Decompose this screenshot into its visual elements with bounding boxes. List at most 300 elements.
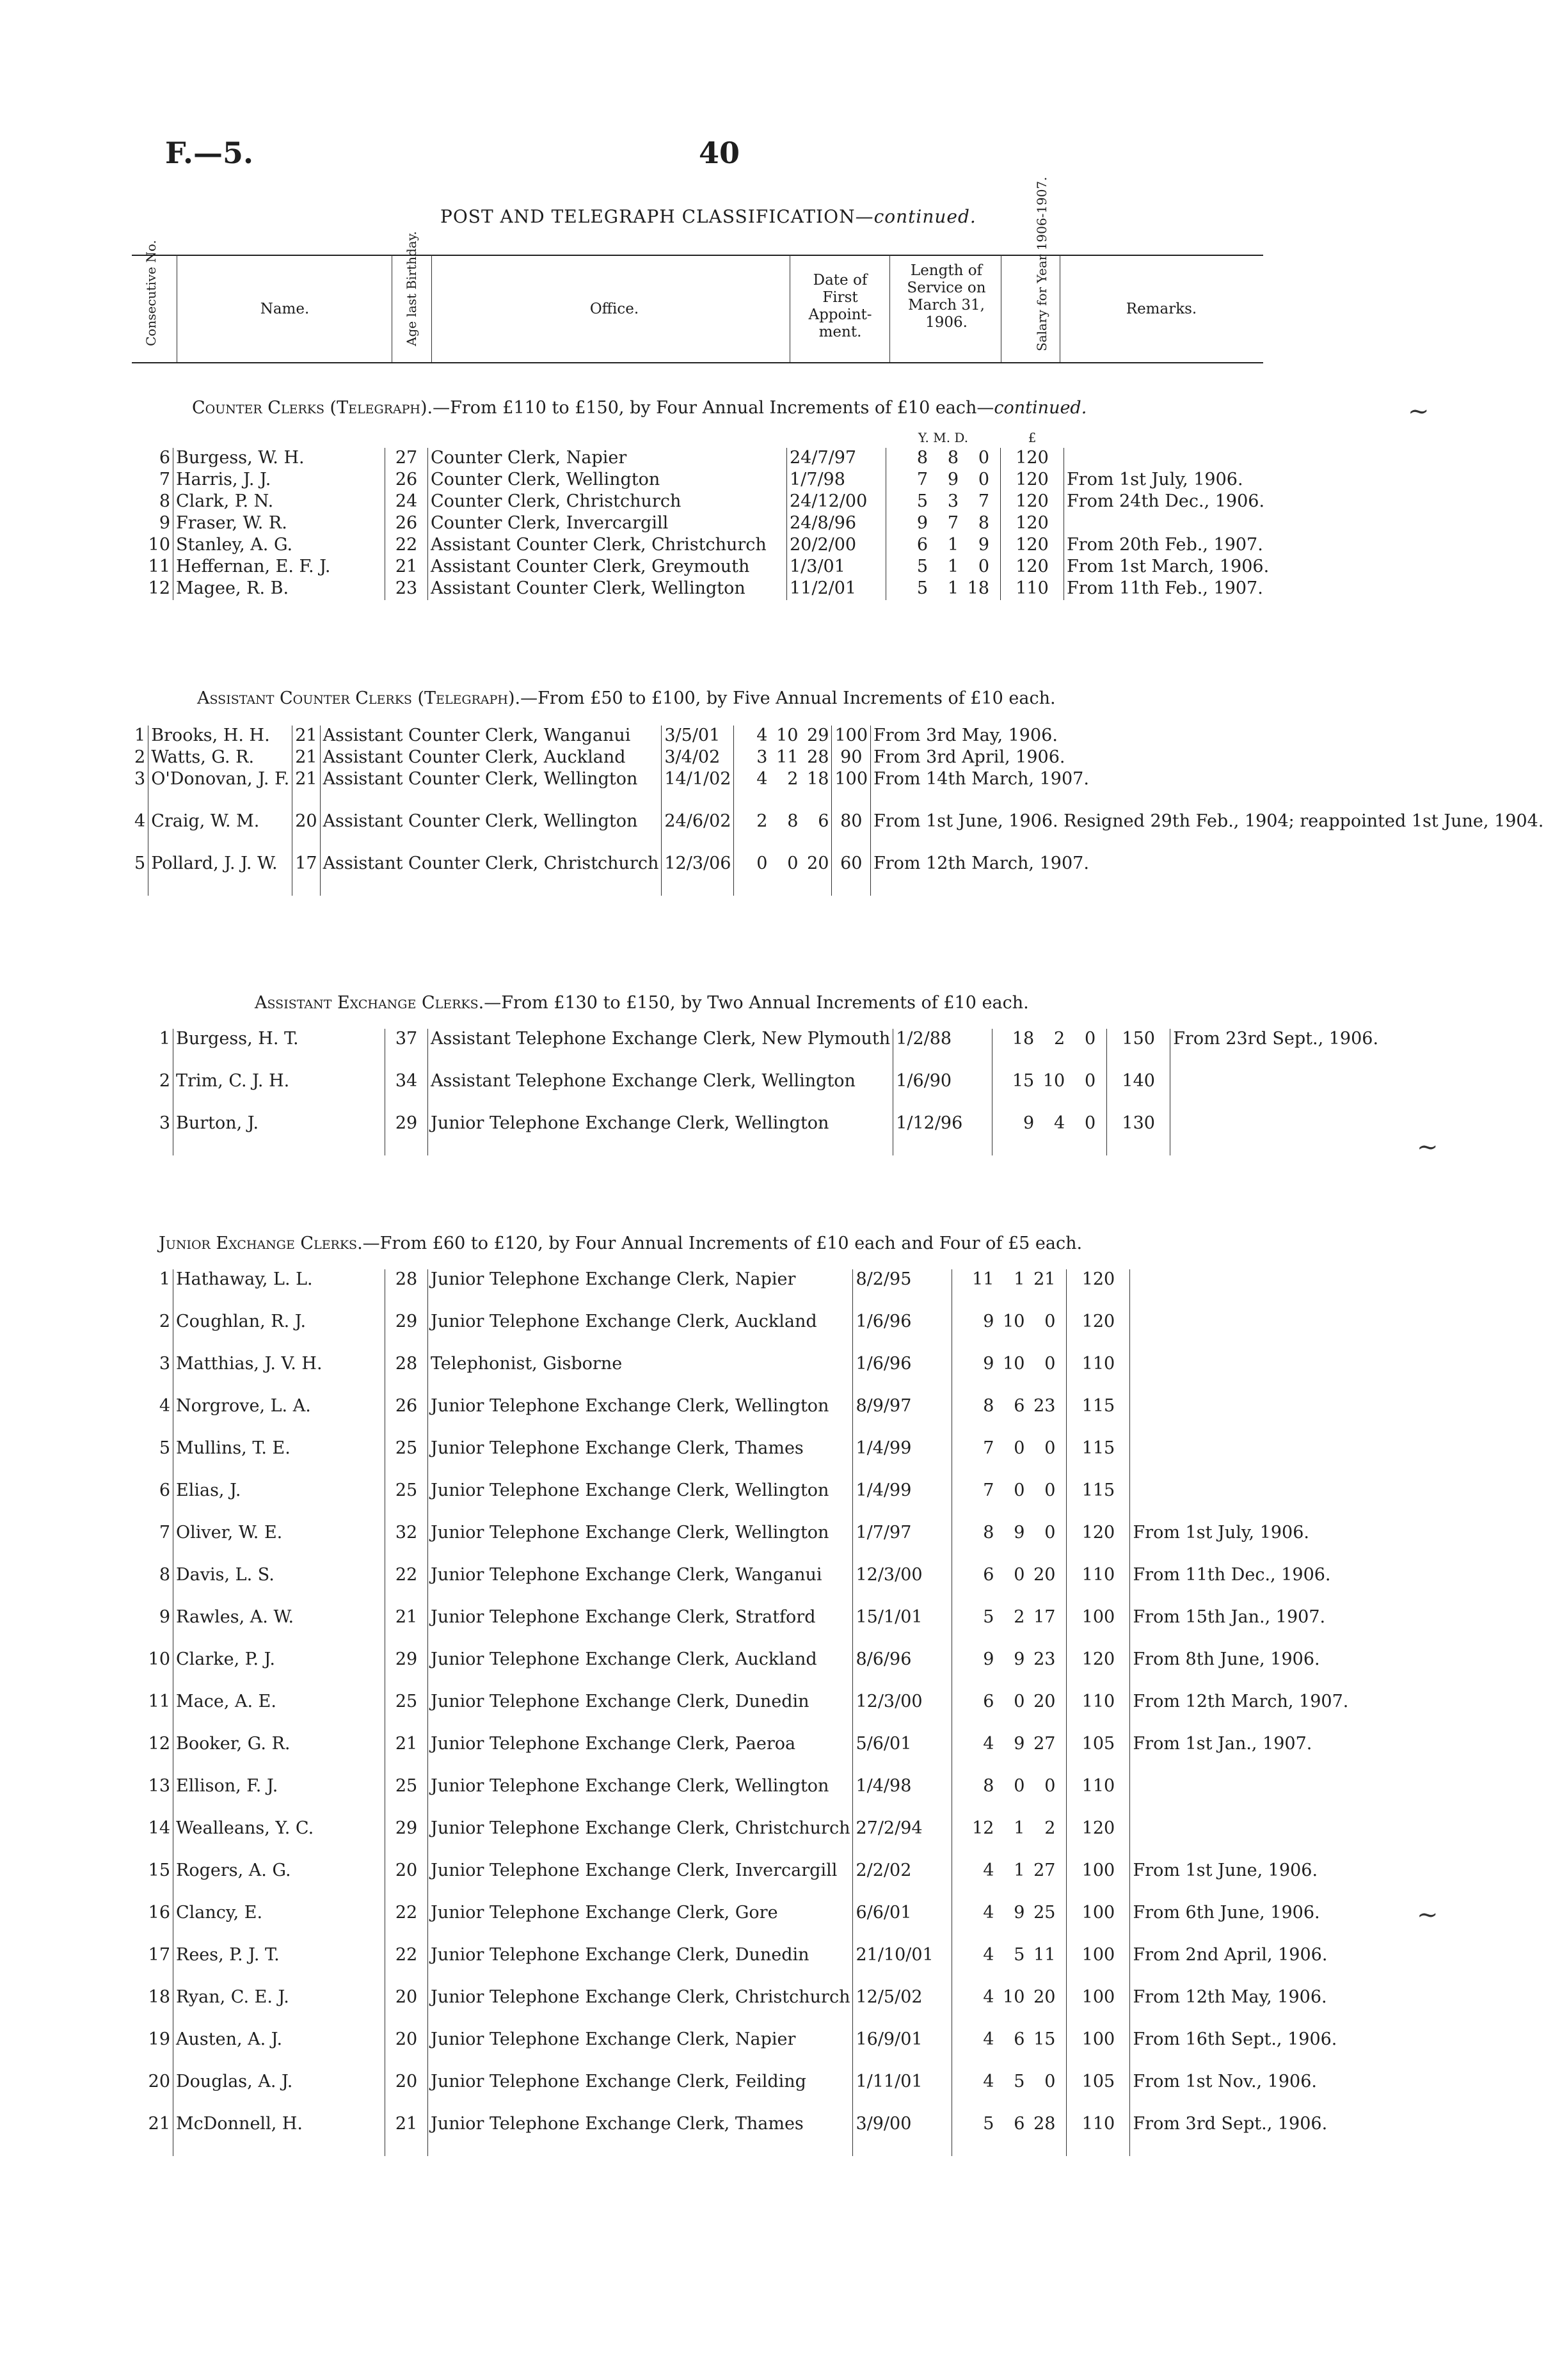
service-length bbox=[952, 2114, 1067, 2156]
remarks bbox=[1064, 448, 1326, 470]
row-number: 20 bbox=[148, 2072, 170, 2091]
service-days: 0 bbox=[978, 448, 989, 468]
appointment-date: 1/6/96 bbox=[853, 1312, 952, 1354]
service-days: 6 bbox=[818, 811, 829, 831]
salary: 150 bbox=[1122, 1029, 1155, 1049]
margin-mark: ~ bbox=[1408, 397, 1430, 426]
employee-office: Junior Telephone Exchange Clerk, Napier bbox=[428, 2029, 853, 2072]
service-years: 4 bbox=[756, 769, 768, 789]
remarks bbox=[1130, 1312, 1392, 1354]
row-number: 10 bbox=[148, 535, 170, 555]
service-length bbox=[992, 1113, 1107, 1155]
remarks: From 1st June, 1906. Resigned 29th Feb., 1904; reappointed 1st June, 1904. bbox=[871, 811, 1546, 853]
table-row bbox=[132, 448, 1325, 470]
employee-name: Ryan, C. E. J. bbox=[173, 1987, 385, 2029]
service-days: 23 bbox=[1033, 1396, 1056, 1416]
employee-age: 26 bbox=[385, 470, 428, 491]
remarks: From 16th Sept., 1906. bbox=[1130, 2029, 1392, 2072]
service-days: 18 bbox=[807, 769, 829, 789]
margin-mark: ~ bbox=[1417, 1132, 1438, 1162]
service-years: 3 bbox=[756, 747, 768, 767]
employee-name: Craig, W. M. bbox=[148, 811, 292, 853]
service-length bbox=[952, 1945, 1067, 1987]
employee-name: Rogers, A. G. bbox=[173, 1860, 385, 1903]
row-number: 13 bbox=[148, 1776, 170, 1796]
appointment-date: 24/6/02 bbox=[662, 811, 734, 853]
employee-office: Junior Telephone Exchange Clerk, Auckland bbox=[428, 1312, 853, 1354]
employee-age: 20 bbox=[385, 2072, 428, 2114]
remarks bbox=[1130, 1480, 1392, 1523]
employee-office: Junior Telephone Exchange Clerk, Stratford bbox=[428, 1607, 853, 1649]
employee-name: Clancy, E. bbox=[173, 1903, 385, 1945]
service-years: 8 bbox=[983, 1776, 994, 1796]
service-months: 9 bbox=[1014, 1649, 1025, 1669]
employee-age: 26 bbox=[385, 513, 428, 535]
service-years: 9 bbox=[983, 1312, 994, 1331]
employee-age: 20 bbox=[385, 1987, 428, 2029]
appointment-date: 1/11/01 bbox=[853, 2072, 952, 2114]
row-number: 21 bbox=[148, 2114, 170, 2134]
remarks: From 12th March, 1907. bbox=[1130, 1692, 1392, 1734]
section-title-junior-exchange-clerks: Junior Exchange Clerks.—From £60 to £120, by Four Annual Increments of £10 each and Four of £5 each. bbox=[159, 1234, 1083, 1253]
service-length bbox=[734, 726, 832, 747]
service-months: 11 bbox=[776, 747, 799, 767]
employee-office: Junior Telephone Exchange Clerk, Napier bbox=[428, 1269, 853, 1312]
table-row bbox=[132, 1523, 1391, 1565]
service-years: 7 bbox=[983, 1438, 994, 1458]
employee-age: 29 bbox=[385, 1649, 428, 1692]
employee-office: Junior Telephone Exchange Clerk, Wellington bbox=[428, 1523, 853, 1565]
remarks: From 1st Jan., 1907. bbox=[1130, 1734, 1392, 1776]
appointment-date: 8/6/96 bbox=[853, 1649, 952, 1692]
service-years: 9 bbox=[983, 1649, 994, 1669]
appointment-date: 3/4/02 bbox=[662, 747, 734, 769]
service-months: 10 bbox=[1003, 1354, 1025, 1374]
service-length bbox=[952, 1692, 1067, 1734]
service-length bbox=[734, 811, 832, 853]
unit-pound: £ bbox=[1028, 430, 1037, 445]
row-number: 12 bbox=[148, 1734, 170, 1754]
service-years: 4 bbox=[983, 1734, 994, 1754]
employee-office: Junior Telephone Exchange Clerk, Christchurch bbox=[428, 1818, 853, 1860]
row-number: 11 bbox=[148, 1692, 170, 1711]
header-consecutive-no: Consecutive No. bbox=[143, 240, 159, 346]
service-years: 5 bbox=[983, 2114, 994, 2134]
employee-name: Fraser, W. R. bbox=[173, 513, 385, 535]
employee-office: Assistant Counter Clerk, Christchurch bbox=[320, 853, 662, 896]
service-years: 8 bbox=[916, 448, 928, 468]
employee-name: Brooks, H. H. bbox=[148, 726, 292, 747]
service-months: 0 bbox=[1014, 1692, 1025, 1711]
salary: 115 bbox=[1081, 1438, 1115, 1458]
employee-name: Norgrove, L. A. bbox=[173, 1396, 385, 1438]
service-length bbox=[734, 747, 832, 769]
salary: 105 bbox=[1081, 2072, 1115, 2091]
service-days: 15 bbox=[1033, 2029, 1056, 2049]
row-number: 1 bbox=[159, 1029, 170, 1049]
remarks: From 1st July, 1906. bbox=[1130, 1523, 1392, 1565]
service-days: 20 bbox=[1033, 1692, 1056, 1711]
employee-office: Junior Telephone Exchange Clerk, Dunedin bbox=[428, 1692, 853, 1734]
service-years: 0 bbox=[756, 853, 768, 873]
service-days: 28 bbox=[1033, 2114, 1056, 2134]
service-months: 9 bbox=[1014, 1734, 1025, 1754]
row-number: 15 bbox=[148, 1860, 170, 1880]
appointment-date: 1/7/97 bbox=[853, 1523, 952, 1565]
service-years: 7 bbox=[916, 470, 928, 489]
salary: 115 bbox=[1081, 1480, 1115, 1500]
service-days: 27 bbox=[1033, 1734, 1056, 1754]
employee-name: Stanley, A. G. bbox=[173, 535, 385, 557]
row-number: 5 bbox=[134, 853, 146, 873]
employee-name: Mace, A. E. bbox=[173, 1692, 385, 1734]
appointment-date: 16/9/01 bbox=[853, 2029, 952, 2072]
remarks: From 6th June, 1906. bbox=[1130, 1903, 1392, 1945]
table-counter-clerks bbox=[132, 427, 1325, 600]
salary: 60 bbox=[840, 853, 863, 873]
table-row bbox=[132, 1692, 1391, 1734]
appointment-date: 12/3/00 bbox=[853, 1565, 952, 1607]
service-days: 0 bbox=[1044, 1312, 1056, 1331]
service-length bbox=[886, 448, 1001, 470]
unit-ymd: Y. M. D. bbox=[918, 430, 969, 445]
employee-name: Elias, J. bbox=[173, 1480, 385, 1523]
row-number: 7 bbox=[159, 470, 170, 489]
service-months: 6 bbox=[1014, 1396, 1025, 1416]
appointment-date: 5/6/01 bbox=[853, 1734, 952, 1776]
remarks: From 11th Dec., 1906. bbox=[1130, 1565, 1392, 1607]
employee-name: Clark, P. N. bbox=[173, 491, 385, 513]
employee-name: Austen, A. J. bbox=[173, 2029, 385, 2072]
table-row bbox=[132, 1269, 1391, 1312]
table-row bbox=[132, 1029, 1431, 1071]
employee-age: 28 bbox=[385, 1354, 428, 1396]
employee-age: 29 bbox=[385, 1312, 428, 1354]
service-length bbox=[886, 470, 1001, 491]
employee-office: Junior Telephone Exchange Clerk, Feilding bbox=[428, 2072, 853, 2114]
salary: 110 bbox=[1081, 2114, 1115, 2134]
employee-office: Assistant Counter Clerk, Wellington bbox=[428, 578, 787, 600]
service-months: 0 bbox=[1014, 1776, 1025, 1796]
row-number: 7 bbox=[159, 1523, 170, 1543]
remarks: From 24th Dec., 1906. bbox=[1064, 491, 1326, 513]
service-years: 4 bbox=[983, 1903, 994, 1923]
remarks: From 1st Nov., 1906. bbox=[1130, 2072, 1392, 2114]
employee-office: Junior Telephone Exchange Clerk, Wellington bbox=[428, 1113, 893, 1155]
row-number: 3 bbox=[159, 1113, 170, 1133]
employee-name: Magee, R. B. bbox=[173, 578, 385, 600]
table-row bbox=[132, 1818, 1391, 1860]
employee-office: Counter Clerk, Invercargill bbox=[428, 513, 787, 535]
employee-office: Junior Telephone Exchange Clerk, Thames bbox=[428, 2114, 853, 2156]
service-length bbox=[886, 535, 1001, 557]
remarks: From 20th Feb., 1907. bbox=[1064, 535, 1326, 557]
service-months: 8 bbox=[787, 811, 799, 831]
service-length bbox=[952, 1396, 1067, 1438]
service-years: 8 bbox=[983, 1396, 994, 1416]
salary: 90 bbox=[840, 747, 863, 767]
service-days: 0 bbox=[1085, 1029, 1096, 1049]
service-length bbox=[952, 1312, 1067, 1354]
salary: 120 bbox=[1016, 470, 1049, 489]
employee-age: 17 bbox=[292, 853, 320, 896]
table-row bbox=[132, 578, 1325, 600]
header-length-of-service: Length of Service on March 31, 1906. bbox=[907, 262, 986, 331]
service-days: 0 bbox=[978, 470, 989, 489]
salary: 110 bbox=[1016, 578, 1049, 598]
employee-name: Burton, J. bbox=[173, 1113, 385, 1155]
service-days: 0 bbox=[1085, 1071, 1096, 1091]
employee-name: Trim, C. J. H. bbox=[173, 1071, 385, 1113]
salary: 130 bbox=[1122, 1113, 1155, 1133]
appointment-date: 8/2/95 bbox=[853, 1269, 952, 1312]
service-length bbox=[886, 491, 1001, 513]
employee-name: O'Donovan, J. F. bbox=[148, 769, 292, 811]
appointment-date: 1/12/96 bbox=[893, 1113, 992, 1155]
table-row bbox=[132, 726, 1546, 747]
table-row bbox=[132, 513, 1325, 535]
table-row bbox=[132, 1480, 1391, 1523]
service-years: 7 bbox=[983, 1480, 994, 1500]
employee-age: 37 bbox=[385, 1029, 428, 1071]
table-assistant-exchange-clerks bbox=[132, 1029, 1431, 1155]
row-number: 14 bbox=[148, 1818, 170, 1838]
salary: 100 bbox=[834, 726, 868, 745]
table-row bbox=[132, 1860, 1391, 1903]
employee-name: Hathaway, L. L. bbox=[173, 1269, 385, 1312]
appointment-date: 24/8/96 bbox=[787, 513, 886, 535]
service-months: 5 bbox=[1014, 2072, 1025, 2091]
service-days: 2 bbox=[1044, 1818, 1056, 1838]
salary: 120 bbox=[1016, 491, 1049, 511]
service-length bbox=[952, 1354, 1067, 1396]
employee-age: 34 bbox=[385, 1071, 428, 1113]
service-months: 1 bbox=[947, 578, 959, 598]
salary: 120 bbox=[1081, 1818, 1115, 1838]
service-length bbox=[992, 1029, 1107, 1071]
service-length bbox=[952, 1903, 1067, 1945]
title-suffix: —continued. bbox=[855, 206, 976, 227]
service-months: 3 bbox=[947, 491, 959, 511]
employee-age: 20 bbox=[292, 811, 320, 853]
employee-name: Burgess, W. H. bbox=[173, 448, 385, 470]
table-row bbox=[132, 1776, 1391, 1818]
table-row bbox=[132, 1607, 1391, 1649]
service-years: 9 bbox=[983, 1354, 994, 1374]
appointment-date: 3/5/01 bbox=[662, 726, 734, 747]
appointment-date: 8/9/97 bbox=[853, 1396, 952, 1438]
service-days: 27 bbox=[1033, 1860, 1056, 1880]
salary: 100 bbox=[1081, 1607, 1115, 1627]
remarks: From 1st July, 1906. bbox=[1064, 470, 1326, 491]
employee-age: 29 bbox=[385, 1113, 428, 1155]
remarks: From 14th March, 1907. bbox=[871, 769, 1546, 811]
service-months: 0 bbox=[1014, 1565, 1025, 1585]
header-remarks: Remarks. bbox=[1126, 301, 1197, 317]
service-years: 18 bbox=[1012, 1029, 1035, 1049]
service-days: 28 bbox=[807, 747, 829, 767]
row-number: 9 bbox=[159, 1607, 170, 1627]
employee-age: 28 bbox=[385, 1269, 428, 1312]
row-number: 2 bbox=[159, 1312, 170, 1331]
employee-age: 21 bbox=[292, 747, 320, 769]
row-number: 17 bbox=[148, 1945, 170, 1965]
service-length bbox=[952, 1269, 1067, 1312]
appointment-date: 1/6/96 bbox=[853, 1354, 952, 1396]
section-title-assistant-exchange-clerks: Assistant Exchange Clerks.—From £130 to £150, by Two Annual Increments of £10 each. bbox=[255, 993, 1029, 1013]
remarks bbox=[1130, 1354, 1392, 1396]
employee-age: 25 bbox=[385, 1480, 428, 1523]
salary: 100 bbox=[1081, 1860, 1115, 1880]
remarks bbox=[1130, 1269, 1392, 1312]
table-row bbox=[132, 1734, 1391, 1776]
service-length bbox=[952, 1607, 1067, 1649]
employee-name: Davis, L. S. bbox=[173, 1565, 385, 1607]
salary: 105 bbox=[1081, 1734, 1115, 1754]
employee-age: 26 bbox=[385, 1396, 428, 1438]
service-years: 4 bbox=[756, 726, 768, 745]
appointment-date: 12/3/00 bbox=[853, 1692, 952, 1734]
appointment-date: 2/2/02 bbox=[853, 1860, 952, 1903]
table-row bbox=[132, 1945, 1391, 1987]
service-days: 20 bbox=[807, 853, 829, 873]
remarks: From 2nd April, 1906. bbox=[1130, 1945, 1392, 1987]
row-number: 3 bbox=[159, 1354, 170, 1374]
service-days: 7 bbox=[978, 491, 989, 511]
unit-header-row bbox=[132, 427, 1325, 448]
service-years: 5 bbox=[916, 491, 928, 511]
service-length bbox=[952, 1987, 1067, 2029]
service-months: 1 bbox=[947, 535, 959, 555]
table-row bbox=[132, 1987, 1391, 2029]
service-months: 5 bbox=[1014, 1945, 1025, 1965]
salary: 120 bbox=[1081, 1523, 1115, 1543]
service-days: 0 bbox=[1044, 1438, 1056, 1458]
employee-name: Watts, G. R. bbox=[148, 747, 292, 769]
service-years: 11 bbox=[972, 1269, 994, 1289]
employee-name: Ellison, F. J. bbox=[173, 1776, 385, 1818]
service-months: 8 bbox=[947, 448, 959, 468]
header-salary: Salary for Year 1906-1907. bbox=[1034, 177, 1049, 351]
employee-name: Rawles, A. W. bbox=[173, 1607, 385, 1649]
service-months: 1 bbox=[1014, 1269, 1025, 1289]
service-years: 5 bbox=[916, 557, 928, 576]
employee-name: Harris, J. J. bbox=[173, 470, 385, 491]
service-years: 15 bbox=[1012, 1071, 1035, 1091]
salary: 140 bbox=[1122, 1071, 1155, 1091]
service-months: 9 bbox=[1014, 1903, 1025, 1923]
row-number: 11 bbox=[148, 557, 170, 576]
employee-name: Douglas, A. J. bbox=[173, 2072, 385, 2114]
remarks bbox=[1170, 1113, 1432, 1155]
service-days: 11 bbox=[1033, 1945, 1056, 1965]
remarks: From 11th Feb., 1907. bbox=[1064, 578, 1326, 600]
row-number: 19 bbox=[148, 2029, 170, 2049]
salary: 110 bbox=[1081, 1776, 1115, 1796]
table-row bbox=[132, 1312, 1391, 1354]
remarks bbox=[1064, 513, 1326, 535]
remarks bbox=[1130, 1438, 1392, 1480]
row-number: 12 bbox=[148, 578, 170, 598]
remarks bbox=[1130, 1396, 1392, 1438]
row-number: 1 bbox=[159, 1269, 170, 1289]
service-days: 17 bbox=[1033, 1607, 1056, 1627]
employee-age: 22 bbox=[385, 535, 428, 557]
service-days: 21 bbox=[1033, 1269, 1056, 1289]
header-top-rule bbox=[132, 255, 1263, 256]
employee-office: Assistant Counter Clerk, Auckland bbox=[320, 747, 662, 769]
page-number: 40 bbox=[699, 136, 740, 170]
appointment-date: 1/7/98 bbox=[787, 470, 886, 491]
service-length bbox=[734, 853, 832, 896]
service-length bbox=[952, 1860, 1067, 1903]
service-years: 6 bbox=[983, 1565, 994, 1585]
service-days: 0 bbox=[978, 557, 989, 576]
section-title-assistant-counter-clerks: Assistant Counter Clerks (Telegraph).—From £50 to £100, by Five Annual Increments of £10 each. bbox=[197, 688, 1056, 708]
service-years: 2 bbox=[756, 811, 768, 831]
remarks bbox=[1170, 1071, 1432, 1113]
service-length bbox=[952, 2029, 1067, 2072]
employee-name: Clarke, P. J. bbox=[173, 1649, 385, 1692]
header-bottom-rule bbox=[132, 362, 1263, 363]
service-length bbox=[952, 2072, 1067, 2114]
service-length bbox=[734, 769, 832, 811]
employee-age: 25 bbox=[385, 1776, 428, 1818]
row-number: 9 bbox=[159, 513, 170, 533]
service-days: 18 bbox=[967, 578, 989, 598]
table-row bbox=[132, 747, 1546, 769]
row-number: 5 bbox=[159, 1438, 170, 1458]
service-length bbox=[952, 1776, 1067, 1818]
table-row bbox=[132, 1565, 1391, 1607]
table-row bbox=[132, 470, 1325, 491]
service-months: 1 bbox=[1014, 1818, 1025, 1838]
row-number: 8 bbox=[159, 1565, 170, 1585]
table-row bbox=[132, 1113, 1431, 1155]
service-months: 0 bbox=[787, 853, 799, 873]
service-months: 7 bbox=[947, 513, 959, 533]
employee-name: Burgess, H. T. bbox=[173, 1029, 385, 1071]
salary: 110 bbox=[1081, 1565, 1115, 1585]
salary: 120 bbox=[1081, 1649, 1115, 1669]
table-junior-exchange-clerks bbox=[132, 1269, 1391, 2156]
salary: 100 bbox=[1081, 1903, 1115, 1923]
remarks: From 12th May, 1906. bbox=[1130, 1987, 1392, 2029]
appointment-date: 24/7/97 bbox=[787, 448, 886, 470]
service-length bbox=[952, 1480, 1067, 1523]
service-length bbox=[952, 1565, 1067, 1607]
employee-office: Junior Telephone Exchange Clerk, Paeroa bbox=[428, 1734, 853, 1776]
employee-age: 27 bbox=[385, 448, 428, 470]
employee-office: Junior Telephone Exchange Clerk, Gore bbox=[428, 1903, 853, 1945]
employee-age: 21 bbox=[385, 1734, 428, 1776]
appointment-date: 24/12/00 bbox=[787, 491, 886, 513]
service-days: 23 bbox=[1033, 1649, 1056, 1669]
row-number: 6 bbox=[159, 448, 170, 468]
employee-name: McDonnell, H. bbox=[173, 2114, 385, 2156]
service-length bbox=[886, 513, 1001, 535]
employee-name: Coughlan, R. J. bbox=[173, 1312, 385, 1354]
employee-office: Counter Clerk, Wellington bbox=[428, 470, 787, 491]
header-name: Name. bbox=[260, 301, 310, 317]
remarks: From 23rd Sept., 1906. bbox=[1170, 1029, 1432, 1071]
appointment-date: 20/2/00 bbox=[787, 535, 886, 557]
employee-name: Heffernan, E. F. J. bbox=[173, 557, 385, 578]
salary: 110 bbox=[1081, 1354, 1115, 1374]
service-years: 4 bbox=[983, 2029, 994, 2049]
employee-office: Junior Telephone Exchange Clerk, Dunedin bbox=[428, 1945, 853, 1987]
service-days: 0 bbox=[1085, 1113, 1096, 1133]
